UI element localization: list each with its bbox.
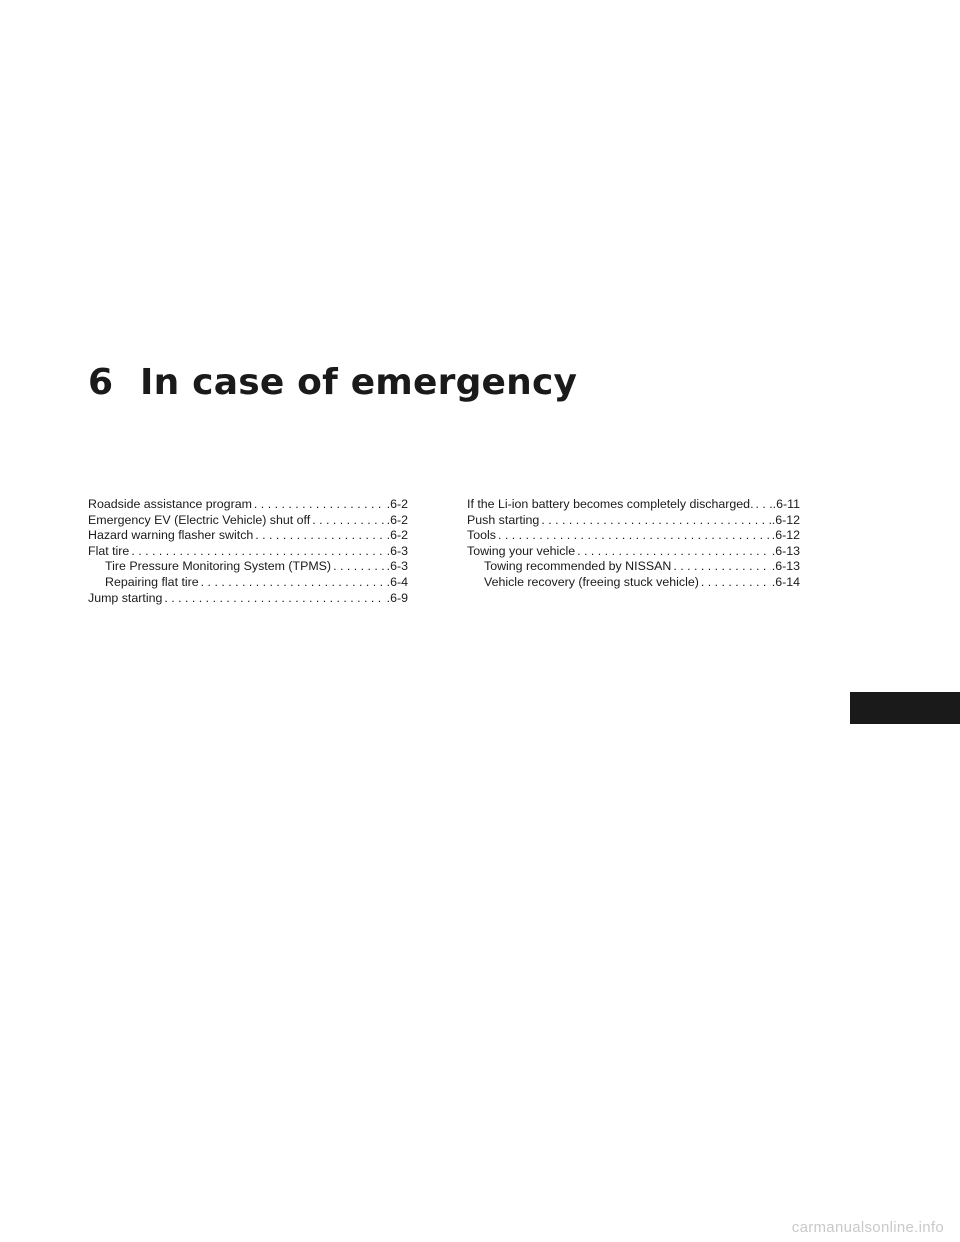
chapter-tab-marker [850,692,960,724]
toc-leader-dots [331,559,386,575]
toc-entry-page: .6-3 [386,543,408,558]
toc-leader-dots [496,528,771,544]
toc-entry-label: Jump starting [88,590,163,605]
toc-leader-dots [199,575,386,591]
toc-entry-label: Towing your vehicle [467,543,576,558]
toc-entry[interactable] [88,575,408,591]
toc-right-column [467,497,800,591]
chapter-number: 6 [88,362,114,403]
toc-entry-page: .6-3 [386,559,408,574]
toc-entry[interactable] [467,544,800,560]
toc-entry-label: Repairing flat tire [105,574,199,589]
toc-entry[interactable] [88,591,408,607]
toc-entry-label: Emergency EV (Electric Vehicle) shut off [88,512,311,527]
toc-left-column [88,497,408,606]
toc-entry[interactable] [88,497,408,513]
toc-entry-page: .6-12 [771,512,800,527]
toc-entry-label: If the Li-ion battery becomes completely discharged. [467,497,754,511]
toc-entry[interactable] [467,575,800,591]
toc-leader-dots [129,544,385,560]
toc-entry[interactable] [467,497,800,513]
toc-entry[interactable] [467,528,800,544]
toc-leader-dots [253,528,385,544]
toc-entry-page: .6-2 [386,497,408,511]
toc-entry-page: .6-13 [771,559,800,574]
chapter-title-text: In case of emergency [140,362,578,403]
toc-leader-dots [671,559,770,575]
toc-entry-page: .6-9 [386,590,408,605]
toc-leader-dots [754,497,772,513]
toc-entry[interactable] [88,544,408,560]
toc-leader-dots [699,575,771,591]
toc-leader-dots [310,513,385,529]
toc-entry[interactable] [467,513,800,529]
toc-entry-page: .6-2 [386,512,408,527]
toc-entry-label: Roadside assistance program [88,497,252,511]
toc-entry-label: Tire Pressure Monitoring System (TPMS) [105,559,332,574]
toc-entry-page: .6-14 [771,574,800,589]
toc-entry-label: Tools [467,528,496,543]
watermark: carmanualsonline.info [791,1219,944,1236]
toc-entry[interactable] [88,559,408,575]
toc-entry-page: .6-12 [771,528,800,543]
toc-leader-dots [252,497,386,513]
toc-entry-page: .6-4 [386,574,408,589]
toc-entry-label: Flat tire [88,543,130,558]
toc-entry-page: .6-13 [771,543,800,558]
toc-entry[interactable] [88,513,408,529]
toc-entry[interactable] [88,528,408,544]
toc-entry-label: Vehicle recovery (freeing stuck vehicle) [484,574,699,589]
toc-entry-label: Push starting [467,512,540,527]
toc-entry-page: .6-2 [386,528,408,543]
chapter-title [88,362,577,403]
toc-entry[interactable] [467,559,800,575]
toc-entry-label: Hazard warning flasher switch [88,528,254,543]
toc-leader-dots [575,544,771,560]
toc-entry-page: .6-11 [772,497,800,511]
toc-leader-dots [539,513,770,529]
toc-entry-label: Towing recommended by NISSAN [484,559,672,574]
toc-leader-dots [162,591,385,607]
